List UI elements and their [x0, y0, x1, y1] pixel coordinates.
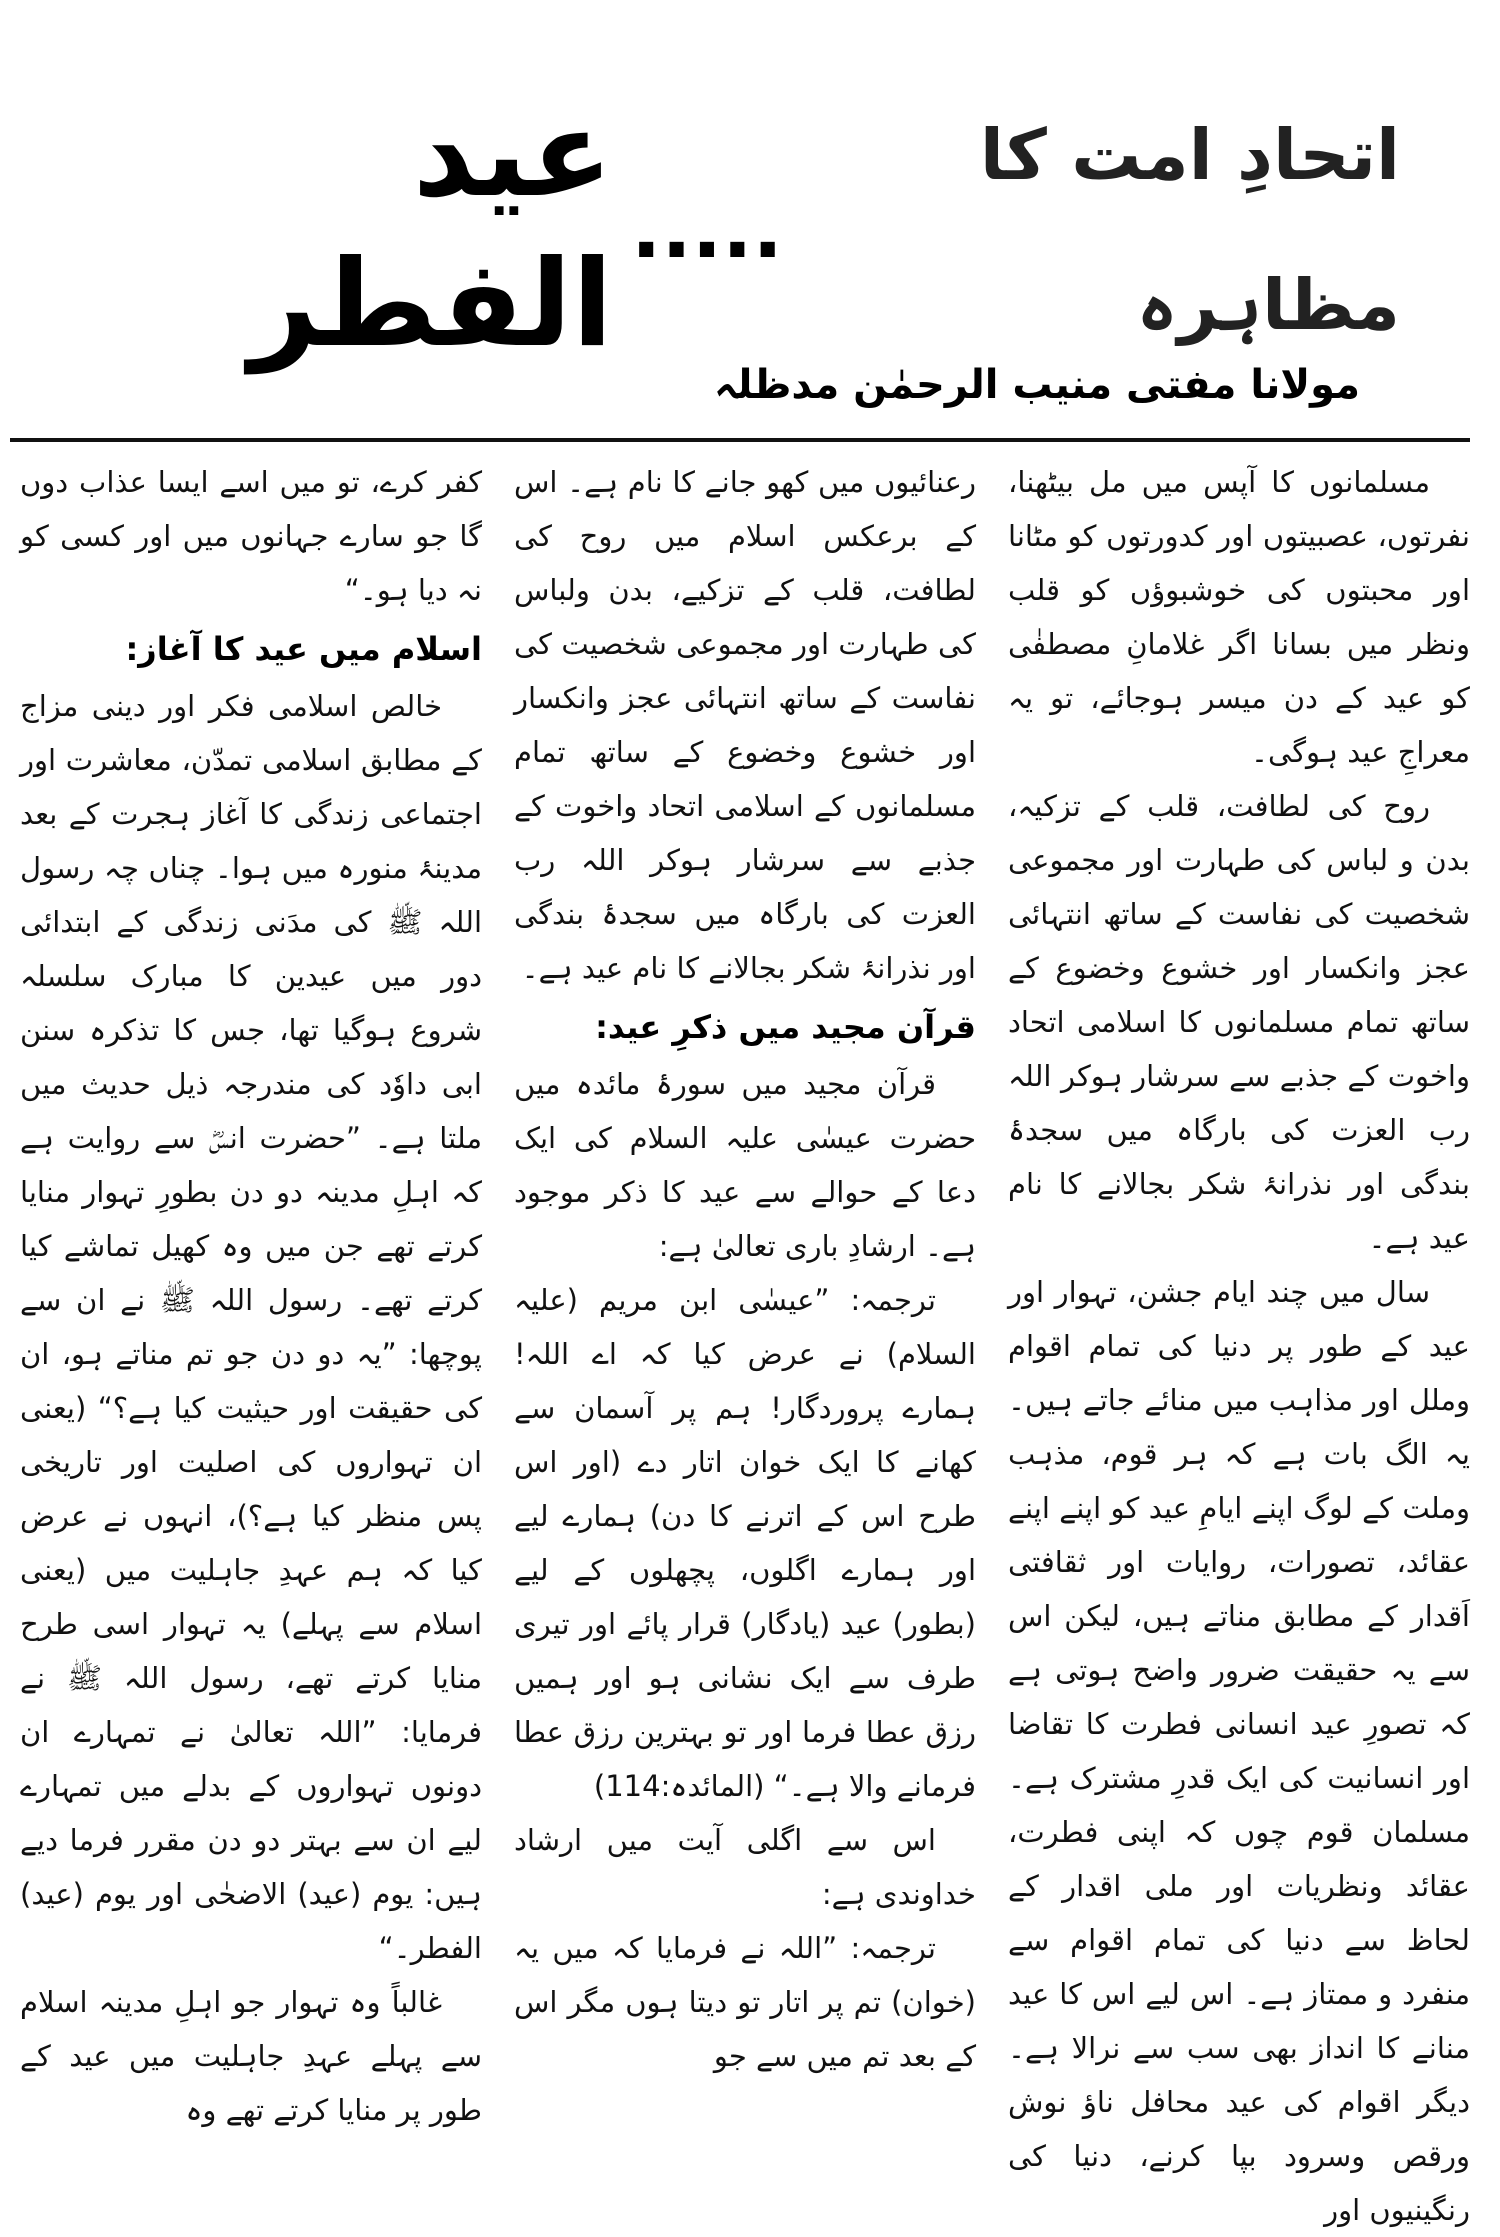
paragraph: سال میں چند ایام جشن، تہوار اور عید کے طور پر دنیا کی تمام اقوام وملل اور مذاہب میں منائے جاتے ہیں۔ یہ الگ بات ہے کہ ہر قوم، مذہب وملت کے لوگ اپنے ایامِ عید کو اپنے اپنے عقائد، تصورات، روایات اور ثقافتی اَقدار کے مطابق مناتے ہیں، لیکن اس سے یہ حقیقت ضرور واضح ہوتی ہے کہ تصورِ عید انسانی فطرت کا تقاضا اور انسانیت کی ایک قدرِ مشترک ہے۔ مسلمان قوم چوں کہ اپنی فطرت، عقائد ونظریات اور ملی اقدار کے لحاظ سے دنیا کی تمام اقوام سے منفرد و ممتاز ہے۔ اس لیے اس کا عید منانے کا انداز بھی سب سے نرالا ہے۔ دیگر اقوام کی عید محافل ناؤ نوش ورقص وسرود بپا کرنے، دنیا کی رنگینیوں اور: [1008, 1275, 1470, 2227]
paragraph: کفر کرے، تو میں اسے ایسا عذاب دوں گا جو سارے جہانوں میں اور کسی کو نہ دیا ہو۔“: [20, 465, 482, 607]
column-1: [1008, 455, 1470, 2227]
paragraph: غالباً وہ تہوار جو اہلِ مدینہ اسلام سے پہلے عہدِ جاہلیت میں عید کے طور پر منایا کرتے تھے وہ: [20, 1985, 482, 2127]
column-2: [514, 455, 976, 2185]
headline: [100, 85, 1400, 374]
paragraph: مسلمانوں کا آپس میں مل بیٹھنا، نفرتوں، عصبیتوں اور کدورتوں کو مٹانا اور محبتوں کی خوشبوؤں کو قلب ونظر میں بسانا اگر غلامانِ مصطفٰی کو عید کے دن میسر ہوجائے، تو یہ معراجِ عید ہوگی۔: [1008, 465, 1470, 769]
paragraph: ترجمہ: ”عیسٰی ابن مریم (علیہ السلام) نے عرض کیا کہ اے اللہ! ہمارے پروردگار! ہم پر آسمان سے کھانے کا ایک خوان اتار دے (اور اس طرح اس کے اترنے کا دن) ہمارے لیے اور ہمارے اگلوں، پچھلوں کے لیے (بطور) عید (یادگار) قرار پائے اور تیری طرف سے ایک نشانی ہو اور ہمیں رزق عطا فرما اور تو بہترین رزق عطا فرمانے والا ہے۔“ (المائدہ:114): [514, 1283, 976, 1803]
paragraph: رعنائیوں میں کھو جانے کا نام ہے۔ اس کے برعکس اسلام میں روح کی لطافت، قلب کے تزکیے، بدن ولباس کی طہارت اور مجموعی شخصیت کی نفاست کے ساتھ انتہائی عجز وانکسار اور خشوع وخضوع کے ساتھ تمام مسلمانوں کے اسلامی اتحاد واخوت کے جذبے سے سرشار ہوکر اللہ رب العزت کی بارگاہ میں سجدۂ بندگی اور نذرانۂ شکر بجالانے کا نام عید ہے۔: [514, 465, 976, 985]
paragraph: ترجمہ: ”اللہ نے فرمایا کہ میں یہ (خوان) تم پر اتار تو دیتا ہوں مگر اس کے بعد تم میں سے جو: [514, 1931, 976, 2073]
paragraph: اس سے اگلی آیت میں ارشاد خداوندی ہے:: [514, 1823, 976, 1911]
paragraph: خالص اسلامی فکر اور دینی مزاج کے مطابق اسلامی تمدّن، معاشرت اور اجتماعی زندگی کا آغاز ہجرت کے بعد مدینۂ منورہ میں ہوا۔ چناں چہ رسول اللہ ﷺ کی مدَنی زندگی کے ابتدائی دور میں عیدین کا مبارک سلسلہ شروع ہوگیا تھا، جس کا تذکرہ سنن ابی داوٗد کی مندرجہ ذیل حدیث میں ملتا ہے۔ ”حضرت انسؓ سے روایت ہے کہ اہلِ مدینہ دو دن بطورِ تہوار منایا کرتے تھے جن میں وہ کھیل تماشے کیا کرتے تھے۔ رسول اللہ ﷺ نے ان سے پوچھا: ”یہ دو دن جو تم مناتے ہو، ان کی حقیقت اور حیثیت کیا ہے؟“ (یعنی ان تہواروں کی اصلیت اور تاریخی پس منظر کیا ہے؟)، انہوں نے عرض کیا کہ ہم عہدِ جاہلیت میں (یعنی اسلام سے پہلے) یہ تہوار اسی طرح منایا کرتے تھے، رسول اللہ ﷺ نے فرمایا: ”اللہ تعالیٰ نے تمہارے ان دونوں تہواروں کے بدلے میں تمہارے لیے ان سے بہتر دو دن مقرر فرما دیے ہیں: یوم (عید) الاضحٰی اور یوم (عید) الفطر۔“: [20, 689, 482, 1965]
headline-separator: .....: [630, 183, 783, 276]
headline-main: عید الفطر: [248, 85, 613, 374]
headline-subtitle: اتحادِ امت کا مظاہرہ: [979, 114, 1400, 346]
author-byline: مولانا مفتی منیب الرحمٰن مدظلہ: [713, 362, 1360, 408]
article-columns: [20, 455, 1470, 2227]
header-divider: [10, 438, 1470, 442]
paragraph: روح کی لطافت، قلب کے تزکیہ، بدن و لباس کی طہارت اور مجموعی شخصیت کی نفاست کے ساتھ انتہائی عجز وانکسار اور خشوع وخضوع کے ساتھ تمام مسلمانوں کا اسلامی اتحاد واخوت کے جذبے سے سرشار ہوکر اللہ رب العزت کی بارگاہ میں سجدۂ بندگی اور نذرانۂ شکر بجالانے کا نام عید ہے۔: [1008, 789, 1470, 1255]
paragraph: قرآن مجید میں سورۂ مائدہ میں حضرت عیسٰی علیہ السلام کی ایک دعا کے حوالے سے عید کا ذکر موجود ہے۔ ارشادِ باری تعالیٰ ہے:: [514, 1067, 976, 1263]
section-heading: اسلام میں عید کا آغاز:: [125, 630, 482, 668]
column-3: [20, 455, 482, 2185]
section-heading: قرآن مجید میں ذکرِ عید:: [595, 1008, 976, 1046]
